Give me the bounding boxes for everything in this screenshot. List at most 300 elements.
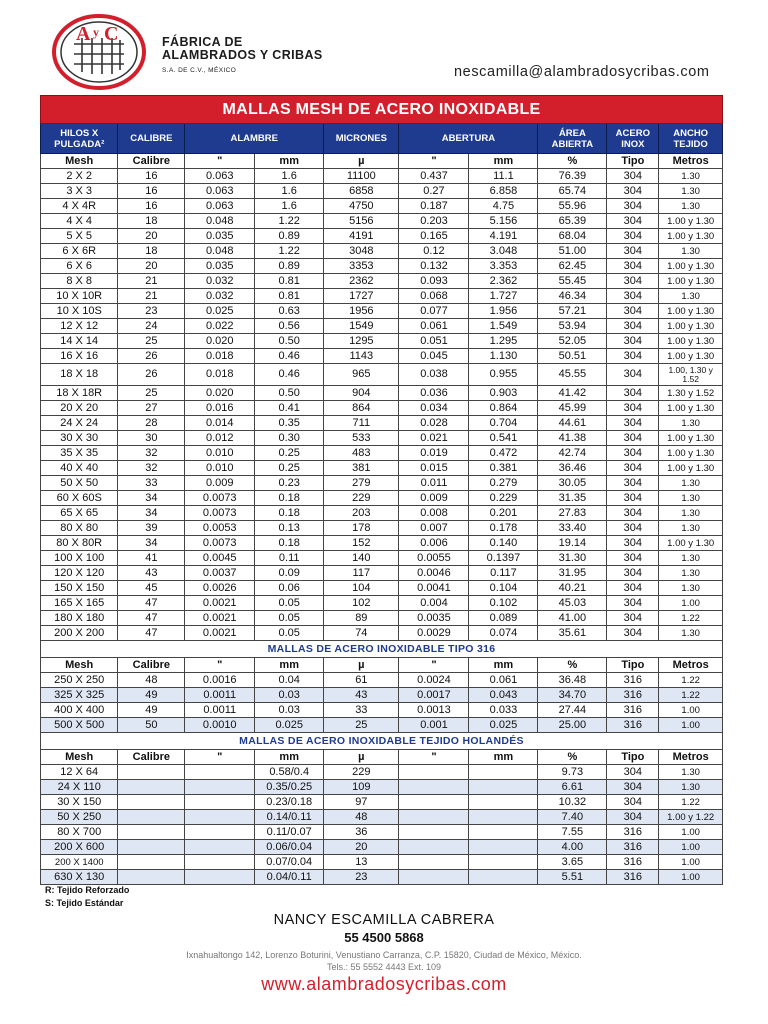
table-cell: 1.30 y 1.52 xyxy=(659,386,723,401)
table-cell: 0.0045 xyxy=(185,551,255,566)
table-cell: 0.12 xyxy=(399,244,469,259)
table-cell: 381 xyxy=(324,461,399,476)
table-row xyxy=(41,870,723,885)
units-row-dutch xyxy=(41,750,723,765)
table-cell: 26 xyxy=(118,364,185,386)
table-row xyxy=(41,446,723,461)
table-cell: 34 xyxy=(118,491,185,506)
table-cell: 23 xyxy=(324,870,399,885)
table-cell: 65.39 xyxy=(538,214,607,229)
table-cell: 1549 xyxy=(324,319,399,334)
table-cell: 36.46 xyxy=(538,461,607,476)
table-cell: 1.22 xyxy=(255,214,324,229)
table-cell: 178 xyxy=(324,521,399,536)
table-cell: 19.14 xyxy=(538,536,607,551)
table-cell: 10.32 xyxy=(538,795,607,810)
table-cell: 229 xyxy=(324,491,399,506)
company-line-1: FÁBRICA DE xyxy=(162,35,243,49)
table-cell: 68.04 xyxy=(538,229,607,244)
table-cell: 304 xyxy=(607,431,659,446)
table-row xyxy=(41,703,723,718)
table-cell: 0.56 xyxy=(255,319,324,334)
table-cell: 0.11/0.07 xyxy=(255,825,324,840)
table-title: MALLAS MESH DE ACERO INOXIDABLE xyxy=(41,96,723,124)
table-cell: 1.30 xyxy=(659,476,723,491)
table-cell xyxy=(399,855,469,870)
table-cell: 1.30 xyxy=(659,199,723,214)
table-cell: 41.00 xyxy=(538,611,607,626)
table-cell: 0.048 xyxy=(185,244,255,259)
table-cell: 0.23/0.18 xyxy=(255,795,324,810)
table-row xyxy=(41,626,723,641)
table-cell: 2.362 xyxy=(469,274,538,289)
table-cell: 0.18 xyxy=(255,536,324,551)
table-cell: 1.30 xyxy=(659,521,723,536)
table-cell: 89 xyxy=(324,611,399,626)
website-link[interactable]: www.alambradosycribas.com xyxy=(261,974,507,994)
table-cell: 41.38 xyxy=(538,431,607,446)
table-cell: 0.1397 xyxy=(469,551,538,566)
table-row xyxy=(41,611,723,626)
table-cell: 32 xyxy=(118,461,185,476)
table-cell: 304 xyxy=(607,401,659,416)
table-cell: 65.74 xyxy=(538,184,607,199)
table-cell: 25 xyxy=(118,334,185,349)
table-row xyxy=(41,386,723,401)
table-cell: 304 xyxy=(607,184,659,199)
table-cell: 0.021 xyxy=(399,431,469,446)
table-row xyxy=(41,718,723,733)
table-cell: 0.864 xyxy=(469,401,538,416)
table-cell: 40.21 xyxy=(538,581,607,596)
table-row xyxy=(41,596,723,611)
company-line-3: S.A. DE C.V., MÉXICO xyxy=(162,67,237,74)
unit-cell: " xyxy=(185,750,255,765)
table-cell: 5.156 xyxy=(469,214,538,229)
table-cell: 0.704 xyxy=(469,416,538,431)
table-cell: 904 xyxy=(324,386,399,401)
table-cell: 533 xyxy=(324,431,399,446)
table-cell: 304 xyxy=(607,319,659,334)
table-cell: 18 X 18 xyxy=(41,364,118,386)
table-cell: 30 X 150 xyxy=(41,795,118,810)
unit-cell: " xyxy=(185,154,255,169)
table-cell: 1.00 y 1.30 xyxy=(659,401,723,416)
table-cell: 18 xyxy=(118,214,185,229)
table-cell: 1.30 xyxy=(659,506,723,521)
table-cell: 35.61 xyxy=(538,626,607,641)
unit-cell: Calibre xyxy=(118,750,185,765)
table-cell: 0.06/0.04 xyxy=(255,840,324,855)
table-cell: 1.00 y 1.30 xyxy=(659,214,723,229)
table-cell: 18 X 18R xyxy=(41,386,118,401)
column-headers xyxy=(41,124,723,154)
table-cell: 43 xyxy=(324,688,399,703)
table-row xyxy=(41,521,723,536)
unit-cell: Tipo xyxy=(607,154,659,169)
table-cell xyxy=(399,780,469,795)
table-cell xyxy=(185,780,255,795)
table-cell: 33 xyxy=(118,476,185,491)
header-hilos: HILOS X PULGADA² xyxy=(41,124,118,154)
table-cell: 304 xyxy=(607,364,659,386)
mesh-table xyxy=(40,95,723,885)
table-cell: 0.007 xyxy=(399,521,469,536)
table-cell xyxy=(185,840,255,855)
company-logo xyxy=(52,14,146,90)
table-cell: 0.81 xyxy=(255,274,324,289)
table-cell: 24 X 24 xyxy=(41,416,118,431)
table-cell: 203 xyxy=(324,506,399,521)
contact-phone[interactable]: 55 4500 5868 xyxy=(344,930,424,945)
table-cell: 1.00 y 1.30 xyxy=(659,536,723,551)
table-cell: 47 xyxy=(118,596,185,611)
table-row xyxy=(41,840,723,855)
table-cell xyxy=(118,810,185,825)
table-cell: 1295 xyxy=(324,334,399,349)
unit-cell: Metros xyxy=(659,154,723,169)
table-cell: 304 xyxy=(607,214,659,229)
table-cell: 304 xyxy=(607,334,659,349)
table-cell: 1.00 xyxy=(659,703,723,718)
table-cell: 0.279 xyxy=(469,476,538,491)
table-row xyxy=(41,810,723,825)
table-cell: 1.22 xyxy=(659,611,723,626)
table-cell: 165 X 165 xyxy=(41,596,118,611)
table-cell: 1.30 xyxy=(659,491,723,506)
table-cell: 316 xyxy=(607,825,659,840)
table-cell: 304 xyxy=(607,289,659,304)
table-cell: 0.437 xyxy=(399,169,469,184)
table-cell: 0.0010 xyxy=(185,718,255,733)
table-cell: 1956 xyxy=(324,304,399,319)
table-cell: 1.00 y 1.30 xyxy=(659,274,723,289)
table-row xyxy=(41,491,723,506)
table-cell: 4.00 xyxy=(538,840,607,855)
table-cell xyxy=(469,810,538,825)
table-cell: 304 xyxy=(607,304,659,319)
table-cell: 0.028 xyxy=(399,416,469,431)
table-cell xyxy=(118,855,185,870)
table-cell: 0.063 xyxy=(185,199,255,214)
table-cell xyxy=(399,810,469,825)
table-cell: 0.034 xyxy=(399,401,469,416)
table-cell: 1.22 xyxy=(659,795,723,810)
table-cell: 0.0073 xyxy=(185,536,255,551)
table-cell: 48 xyxy=(324,810,399,825)
table-cell: 0.048 xyxy=(185,214,255,229)
table-cell: 0.03 xyxy=(255,688,324,703)
table-cell: 0.25 xyxy=(255,446,324,461)
table-cell: 1.00 xyxy=(659,596,723,611)
table-cell: 316 xyxy=(607,673,659,688)
table-cell: 6858 xyxy=(324,184,399,199)
table-cell: 0.0021 xyxy=(185,611,255,626)
table-cell: 65 X 65 xyxy=(41,506,118,521)
table-cell: 200 X 200 xyxy=(41,626,118,641)
table-cell: 0.201 xyxy=(469,506,538,521)
table-cell: 49 xyxy=(118,688,185,703)
section-title: MALLAS DE ACERO INOXIDABLE TEJIDO HOLANDÉS xyxy=(41,733,723,750)
table-cell: 0.04 xyxy=(255,673,324,688)
table-cell: 0.010 xyxy=(185,461,255,476)
table-row xyxy=(41,780,723,795)
telephones: Tels.: 55 5552 4443 Ext. 109 xyxy=(326,962,442,972)
table-cell: 0.0016 xyxy=(185,673,255,688)
table-cell: 30.05 xyxy=(538,476,607,491)
email-address[interactable]: nescamilla@alambradosycribas.com xyxy=(454,64,710,80)
table-cell: 0.0017 xyxy=(399,688,469,703)
table-cell: 6.858 xyxy=(469,184,538,199)
svg-text:y: y xyxy=(93,25,99,39)
table-cell: 36.48 xyxy=(538,673,607,688)
header-acero: ACERO INOX xyxy=(607,124,659,154)
address: Ixnahualtongo 142, Lorenzo Boturini, Venustiano Carranza, C.P. 15820, Ciudad de México, México. xyxy=(186,950,582,960)
company-line-2: ALAMBRADOS Y CRIBAS xyxy=(162,48,323,62)
table-cell xyxy=(399,870,469,885)
table-cell: 0.104 xyxy=(469,581,538,596)
table-cell: 8 X 8 xyxy=(41,274,118,289)
table-cell: 16 xyxy=(118,199,185,214)
table-cell: 316 xyxy=(607,703,659,718)
table-cell: 0.06 xyxy=(255,581,324,596)
header-area: ÁREA ABIERTA xyxy=(538,124,607,154)
table-row xyxy=(41,364,723,386)
table-cell xyxy=(399,825,469,840)
table-cell: 0.009 xyxy=(185,476,255,491)
table-cell xyxy=(185,855,255,870)
table-cell: 316 xyxy=(607,840,659,855)
table-cell: 0.020 xyxy=(185,386,255,401)
unit-cell: mm xyxy=(469,154,538,169)
company-name xyxy=(162,36,323,74)
table-cell: 0.063 xyxy=(185,169,255,184)
table-cell: 20 X 20 xyxy=(41,401,118,416)
table-row xyxy=(41,795,723,810)
table-cell: 0.008 xyxy=(399,506,469,521)
table-cell: 0.23 xyxy=(255,476,324,491)
table-cell: 304 xyxy=(607,416,659,431)
table-cell: 42.74 xyxy=(538,446,607,461)
table-cell: 1.00 xyxy=(659,840,723,855)
table-cell: 304 xyxy=(607,244,659,259)
table-cell xyxy=(399,765,469,780)
table-cell: 55.45 xyxy=(538,274,607,289)
unit-cell: Mesh xyxy=(41,154,118,169)
table-cell: 400 X 400 xyxy=(41,703,118,718)
table-cell xyxy=(185,810,255,825)
table-row xyxy=(41,506,723,521)
unit-cell: µ xyxy=(324,658,399,673)
table-row xyxy=(41,214,723,229)
table-cell: 304 xyxy=(607,491,659,506)
table-cell: 304 xyxy=(607,780,659,795)
table-cell: 117 xyxy=(324,566,399,581)
table-cell: 0.41 xyxy=(255,401,324,416)
table-cell: 316 xyxy=(607,870,659,885)
table-cell: 1.30 xyxy=(659,566,723,581)
table-cell: 0.0053 xyxy=(185,521,255,536)
table-cell: 25.00 xyxy=(538,718,607,733)
table-cell: 11.1 xyxy=(469,169,538,184)
table-cell: 1.00 xyxy=(659,855,723,870)
table-cell: 0.89 xyxy=(255,229,324,244)
unit-cell: " xyxy=(185,658,255,673)
table-cell: 5.51 xyxy=(538,870,607,885)
unit-cell: Tipo xyxy=(607,658,659,673)
table-cell: 1.6 xyxy=(255,184,324,199)
unit-cell: µ xyxy=(324,750,399,765)
table-cell: 23 xyxy=(118,304,185,319)
table-cell: 0.18 xyxy=(255,506,324,521)
table-cell: 16 xyxy=(118,169,185,184)
table-cell: 0.022 xyxy=(185,319,255,334)
table-cell: 45.55 xyxy=(538,364,607,386)
note-estandar: S: Tejido Estándar xyxy=(45,898,124,908)
table-cell: 0.0011 xyxy=(185,688,255,703)
table-cell: 0.35/0.25 xyxy=(255,780,324,795)
table-cell: 3353 xyxy=(324,259,399,274)
table-cell: 0.46 xyxy=(255,364,324,386)
table-cell: 0.58/0.4 xyxy=(255,765,324,780)
table-cell: 26 xyxy=(118,349,185,364)
table-cell: 50 X 250 xyxy=(41,810,118,825)
table-cell: 279 xyxy=(324,476,399,491)
table-cell: 10 X 10R xyxy=(41,289,118,304)
table-row xyxy=(41,229,723,244)
unit-cell: Tipo xyxy=(607,750,659,765)
table-cell: 0.006 xyxy=(399,536,469,551)
table-cell: 1.30 xyxy=(659,289,723,304)
table-cell: 304 xyxy=(607,274,659,289)
table-cell: 0.0024 xyxy=(399,673,469,688)
table-cell: 0.14/0.11 xyxy=(255,810,324,825)
table-cell: 0.81 xyxy=(255,289,324,304)
table-cell: 630 X 130 xyxy=(41,870,118,885)
table-row xyxy=(41,673,723,688)
table-cell: 40 X 40 xyxy=(41,461,118,476)
table-cell: 6.61 xyxy=(538,780,607,795)
table-cell: 316 xyxy=(607,688,659,703)
table-cell: 304 xyxy=(607,536,659,551)
table-cell: 2 X 2 xyxy=(41,169,118,184)
table-cell: 0.061 xyxy=(469,673,538,688)
table-cell: 0.955 xyxy=(469,364,538,386)
table-cell: 0.0021 xyxy=(185,596,255,611)
unit-cell: mm xyxy=(255,750,324,765)
table-cell: 0.89 xyxy=(255,259,324,274)
table-row xyxy=(41,536,723,551)
table-cell: 34 xyxy=(118,506,185,521)
table-cell: 0.011 xyxy=(399,476,469,491)
table-cell: 0.019 xyxy=(399,446,469,461)
table-cell: 0.035 xyxy=(185,259,255,274)
table-cell: 18 xyxy=(118,244,185,259)
table-cell: 1.30 xyxy=(659,244,723,259)
table-cell: 39 xyxy=(118,521,185,536)
table-cell: 25 xyxy=(324,718,399,733)
table-cell: 0.010 xyxy=(185,446,255,461)
table-cell: 200 X 1400 xyxy=(41,855,118,870)
table-cell: 0.472 xyxy=(469,446,538,461)
table-cell: 1.30 xyxy=(659,416,723,431)
table-cell: 0.077 xyxy=(399,304,469,319)
table-cell: 4191 xyxy=(324,229,399,244)
header-alambre: ALAMBRE xyxy=(185,124,324,154)
table-cell: 1.00 y 1.30 xyxy=(659,431,723,446)
table-cell: 120 X 120 xyxy=(41,566,118,581)
table-cell: 304 xyxy=(607,596,659,611)
price-sheet xyxy=(40,95,723,885)
table-cell: 53.94 xyxy=(538,319,607,334)
table-cell: 0.025 xyxy=(255,718,324,733)
table-cell: 52.05 xyxy=(538,334,607,349)
table-cell: 0.0035 xyxy=(399,611,469,626)
unit-cell: Calibre xyxy=(118,154,185,169)
table-cell: 24 xyxy=(118,319,185,334)
table-cell: 0.903 xyxy=(469,386,538,401)
table-cell: 304 xyxy=(607,521,659,536)
table-row xyxy=(41,566,723,581)
table-cell: 27.83 xyxy=(538,506,607,521)
table-cell: 0.061 xyxy=(399,319,469,334)
table-cell: 45.99 xyxy=(538,401,607,416)
table-row xyxy=(41,855,723,870)
table-cell: 1.00 y 1.30 xyxy=(659,319,723,334)
table-cell: 46.34 xyxy=(538,289,607,304)
unit-cell: Metros xyxy=(659,658,723,673)
table-cell: 31.95 xyxy=(538,566,607,581)
table-cell: 304 xyxy=(607,611,659,626)
table-cell: 0.012 xyxy=(185,431,255,446)
table-cell: 0.117 xyxy=(469,566,538,581)
table-cell: 152 xyxy=(324,536,399,551)
table-cell: 3.353 xyxy=(469,259,538,274)
table-cell xyxy=(469,870,538,885)
table-cell: 0.063 xyxy=(185,184,255,199)
table-cell: 74 xyxy=(324,626,399,641)
table-cell: 0.63 xyxy=(255,304,324,319)
table-row xyxy=(41,688,723,703)
table-cell: 0.016 xyxy=(185,401,255,416)
header-calibre: CALIBRE xyxy=(118,124,185,154)
table-cell: 1727 xyxy=(324,289,399,304)
table-cell: 41 xyxy=(118,551,185,566)
table-cell: 0.05 xyxy=(255,611,324,626)
table-cell: 97 xyxy=(324,795,399,810)
table-cell: 1.00 xyxy=(659,718,723,733)
table-cell: 4.191 xyxy=(469,229,538,244)
unit-cell: % xyxy=(538,154,607,169)
table-cell: 0.46 xyxy=(255,349,324,364)
table-cell xyxy=(185,765,255,780)
table-cell: 100 X 100 xyxy=(41,551,118,566)
table-cell: 1.130 xyxy=(469,349,538,364)
table-cell: 1.00, 1.30 y 1.52 xyxy=(659,364,723,386)
table-cell xyxy=(118,780,185,795)
table-cell: 965 xyxy=(324,364,399,386)
table-cell: 1.727 xyxy=(469,289,538,304)
table-cell: 1.30 xyxy=(659,169,723,184)
header-micrones: MICRONES xyxy=(324,124,399,154)
table-cell: 0.0041 xyxy=(399,581,469,596)
table-cell: 0.038 xyxy=(399,364,469,386)
unit-cell: Calibre xyxy=(118,658,185,673)
unit-cell: mm xyxy=(255,154,324,169)
table-cell: 0.381 xyxy=(469,461,538,476)
table-cell: 28 xyxy=(118,416,185,431)
table-cell: 80 X 80R xyxy=(41,536,118,551)
